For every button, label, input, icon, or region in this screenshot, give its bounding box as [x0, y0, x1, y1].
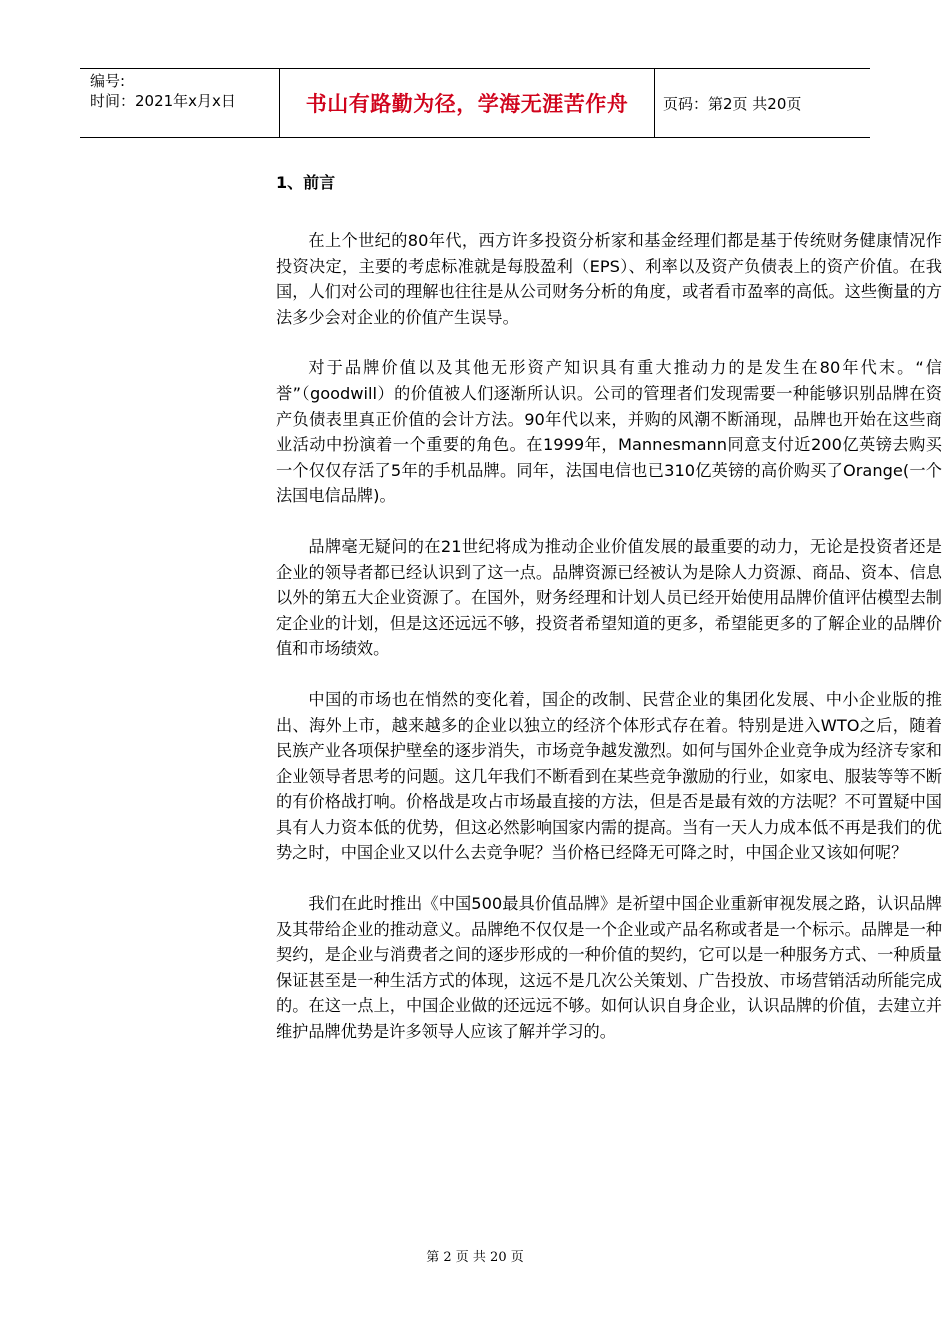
document-time-label: 时间：2021年x月x日 — [90, 92, 236, 110]
paragraph-1: 在上个世纪的80年代，西方许多投资分析家和基金经理们都是基于传统财务健康情况作投资决定，主要的考虑标准就是每股盈利（EPS）、利率以及资产负债表上的资产价值。在我国，人们对公司的理解也往往是从公司财务分析的角度，或者看市盈率的高低。这些衡量的方法多少会对企业的价值产生误导。 — [276, 231, 942, 327]
paragraph-3: 品牌毫无疑问的在21世纪将成为推动企业价值发展的最重要的动力，无论是投资者还是企业的领导者都已经认识到了这一点。品牌资源已经被认为是除人力资源、商品、资本、信息以外的第五大企业资源了。在国外，财务经理和计划人员已经开始使用品牌价值评估模型去制定企业的计划，但是这还远远不够，投资者希望知道的更多，希望能更多的了解企业的品牌价值和市场绩效。 — [276, 536, 942, 659]
section-title: 1、前言 — [276, 173, 336, 192]
header-meta — [80, 69, 280, 137]
page-header — [80, 68, 870, 138]
paragraph-5: 我们在此时推出《中国500最具价值品牌》是祈望中国企业重新审视发展之路，认识品牌及其带给企业的推动意义。品牌绝不仅仅是一个企业或产品名称或者是一个标示。品牌是一种契约，是企业与消费者之间的逐步形成的一种价值的契约，它可以是一种服务方式、一种质量保证甚至是一种生活方式的体现，这远不是几次公关策划、广告投放、市场营销活动所能完成的。在这一点上，中国企业做的还远远不够。如何认识自身企业，认识品牌的价值，去建立并维护品牌优势是许多领导人应该了解并学习的。 — [276, 894, 942, 1042]
header-page-number: 页码：第2页 共20页 — [663, 94, 802, 113]
paragraph-2: 对于品牌价值以及其他无形资产知识具有重大推动力的是发生在80年代末。“信誉”（goodwill）的价值被人们逐渐所认识。公司的管理者们发现需要一种能够识别品牌在资产负债表里真正价值的会计方法。90年代以来，并购的风潮不断涌现，品牌也开始在这些商业活动中扮演着一个重要的角色。在1999年，Mannesmann同意支付近200亿英镑去购买一个仅仅存活了5年的手机品牌。同年，法国电信也已310亿英镑的高价购买了Orange(一个法国电信品牌)。 — [276, 358, 942, 506]
header-motto: 书山有路勤为径，学海无涯苦作舟 — [280, 69, 655, 137]
document-number-label: 编号: — [90, 72, 126, 90]
document-body — [276, 170, 942, 1070]
paragraph-4: 中国的市场也在悄然的变化着，国企的改制、民营企业的集团化发展、中小企业版的推出、海外上市，越来越多的企业以独立的经济个体形式存在着。特别是进入WTO之后，随着民族产业各项保护壁垒的逐步消失，市场竞争越发激烈。如何与国外企业竞争成为经济专家和企业领导者思考的问题。这几年我们不断看到在某些竞争激励的行业，如家电、服装等等不断的有价格战打响。价格战是攻占市场最直接的方法，但是否是最有效的方法呢？不可置疑中国具有人力资本低的优势，但这必然影响国家内需的提高。当有一天人力成本低不再是我们的优势之时，中国企业又以什么去竞争呢？当价格已经降无可降之时，中国企业又该如何呢？ — [276, 689, 942, 863]
page-footer: 第 2 页 共 20 页 — [426, 1250, 524, 1265]
